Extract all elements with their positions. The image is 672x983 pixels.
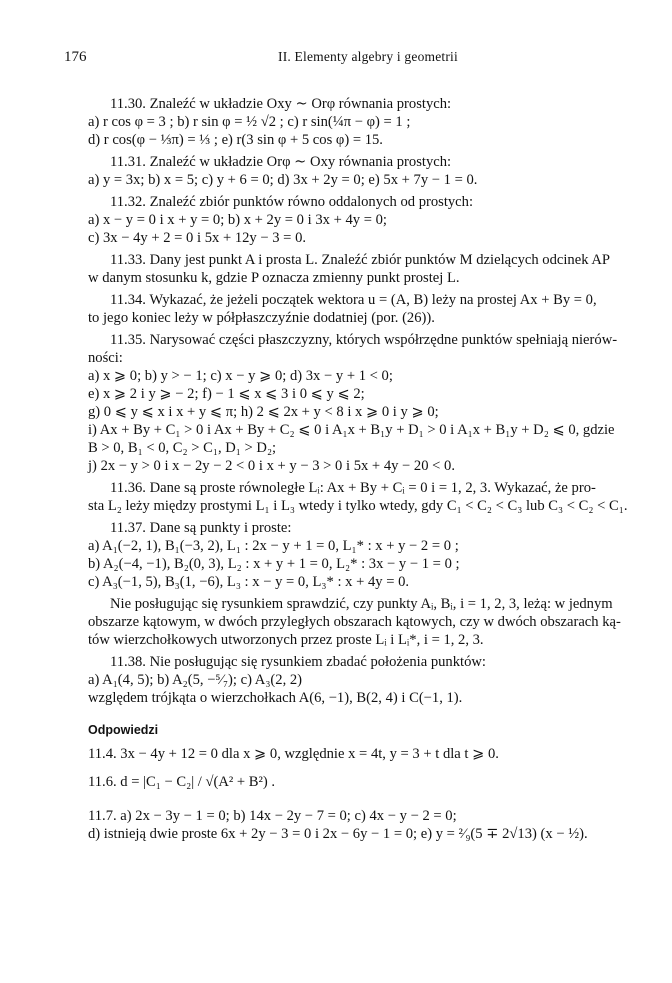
text-line: a) r cos φ = 3 ; b) r sin φ = ½ √2 ; c) r sin(¼π − φ) = 1 ; <box>88 114 411 130</box>
text-line: obszarze kątowym, w dwóch przyległych obszarach kątowych, czy w dwóch obszarach ką- <box>88 614 621 630</box>
page-number: 176 <box>64 49 87 65</box>
text-line: 11.34. Wykazać, że jeżeli początek wektora u = (A, B) leży na prostej Ax + By = 0, <box>110 292 597 308</box>
text-line: 11.31. Znaleźć w układzie Orφ ∼ Oxy równania prostych: <box>110 154 452 170</box>
text-line: ności: <box>88 350 123 366</box>
text-line: 11.38. Nie posługując się rysunkiem zbadać położenia punktów: <box>110 654 486 670</box>
section-heading: Odpowiedzi <box>88 723 159 737</box>
text-line: względem trójkąta o wierzchołkach A(6, −1), B(2, 4) i C(−1, 1). <box>88 690 463 706</box>
page-header <box>0 48 672 68</box>
text-line: a) A₁(−2, 1), B₁(−3, 2), L₁ : 2x − y + 1 = 0, L₁* : x + y − 2 = 0 ; <box>88 538 459 554</box>
text-line: 11.32. Znaleźć zbiór punktów równo oddalonych od prostych: <box>110 194 474 210</box>
text-line: d) r cos(φ − ⅓π) = ⅓ ; e) r(3 sin φ + 5 cos φ) = 15. <box>88 132 383 148</box>
text-line: g) 0 ⩽ y ⩽ x i x + y ⩽ π; h) 2 ⩽ 2x + y < 8 i x ⩾ 0 i y ⩾ 0; <box>88 404 439 420</box>
text-line: a) x ⩾ 0; b) y > − 1; c) x − y ⩾ 0; d) 3x − y + 1 < 0; <box>88 368 393 384</box>
text-line: e) x ⩾ 2 i y ⩾ − 2; f) − 1 ⩽ x ⩽ 3 i 0 ⩽ y ⩽ 2; <box>88 386 365 402</box>
text-line: d) istnieją dwie proste 6x + 2y − 3 = 0 i 2x − 6y − 1 = 0; e) y = ²⁄₉(5 ∓ 2√13) (x − ½). <box>88 826 588 842</box>
text-line: 11.36. Dane są proste równoległe Lᵢ: Ax + By + Cᵢ = 0 i = 1, 2, 3. Wykazać, że pro- <box>110 480 596 496</box>
text-line: a) y = 3x; b) x = 5; c) y + 6 = 0; d) 3x + 2y = 0; e) 5x + 7y − 1 = 0. <box>88 172 478 188</box>
running-title: II. Elementy algebry i geometrii <box>278 49 458 64</box>
text-line: b) A₂(−4, −1), B₂(0, 3), L₂ : x + y + 1 = 0, L₂* : 3x − y − 1 = 0 ; <box>88 556 460 572</box>
text-line: 11.6. d = |C₁ − C₂| / √(A² + B²) . <box>88 774 276 790</box>
text-line: w danym stosunku k, gdzie P oznacza zmienny punkt prostej L. <box>88 270 460 286</box>
text-line: 11.37. Dane są punkty i proste: <box>110 520 292 536</box>
text-line: c) A₃(−1, 5), B₃(1, −6), L₃ : x − y = 0, L₃* : x + 4y = 0. <box>88 574 410 590</box>
text-line: 11.30. Znaleźć w układzie Oxy ∼ Orφ równania prostych: <box>110 96 452 112</box>
text-line: j) 2x − y > 0 i x − 2y − 2 < 0 i x + y − 3 > 0 i 5x + 4y − 20 < 0. <box>88 458 456 474</box>
text-line: tów wierzchołkowych utworzonych przez proste Lᵢ i Lᵢ*, i = 1, 2, 3. <box>88 632 484 648</box>
text-line: B > 0, B₁ < 0, C₂ > C₁, D₁ > D₂; <box>88 440 277 456</box>
text-line: 11.35. Narysować części płaszczyzny, których współrzędne punktów spełniają nierów- <box>110 332 618 348</box>
text-line: 11.7. a) 2x − 3y − 1 = 0; b) 14x − 2y − 7 = 0; c) 4x − y − 2 = 0; <box>88 808 457 824</box>
text-line: to jego koniec leży w półpłaszczyźnie dodatniej (por. (26)). <box>88 310 435 326</box>
text-line: sta L₂ leży między prostymi L₁ i L₃ wtedy i tylko wtedy, gdy C₁ < C₂ < C₃ lub C₃ < C₂ < C₁. <box>88 498 628 514</box>
text-line: a) A₁(4, 5); b) A₂(5, −⁵⁄₇); c) A₃(2, 2) <box>88 672 303 688</box>
text-line: a) x − y = 0 i x + y = 0; b) x + 2y = 0 i 3x + 4y = 0; <box>88 212 387 228</box>
text-line: c) 3x − 4y + 2 = 0 i 5x + 12y − 3 = 0. <box>88 230 307 246</box>
text-line: Nie posługując się rysunkiem sprawdzić, czy punkty Aᵢ, Bᵢ, i = 1, 2, 3, leżą: w jednym <box>110 596 613 612</box>
text-line: 11.33. Dany jest punkt A i prosta L. Znaleźć zbiór punktów M dzielących odcinek AP <box>110 252 610 268</box>
text-line: 11.4. 3x − 4y + 12 = 0 dla x ⩾ 0, względnie x = 4t, y = 3 + t dla t ⩾ 0. <box>88 746 499 762</box>
text-line: i) Ax + By + C₁ > 0 i Ax + By + C₂ ⩽ 0 i A₁x + B₁y + D₁ > 0 i A₁x + B₁y + D₂ ⩽ 0, gdzie <box>88 422 615 438</box>
